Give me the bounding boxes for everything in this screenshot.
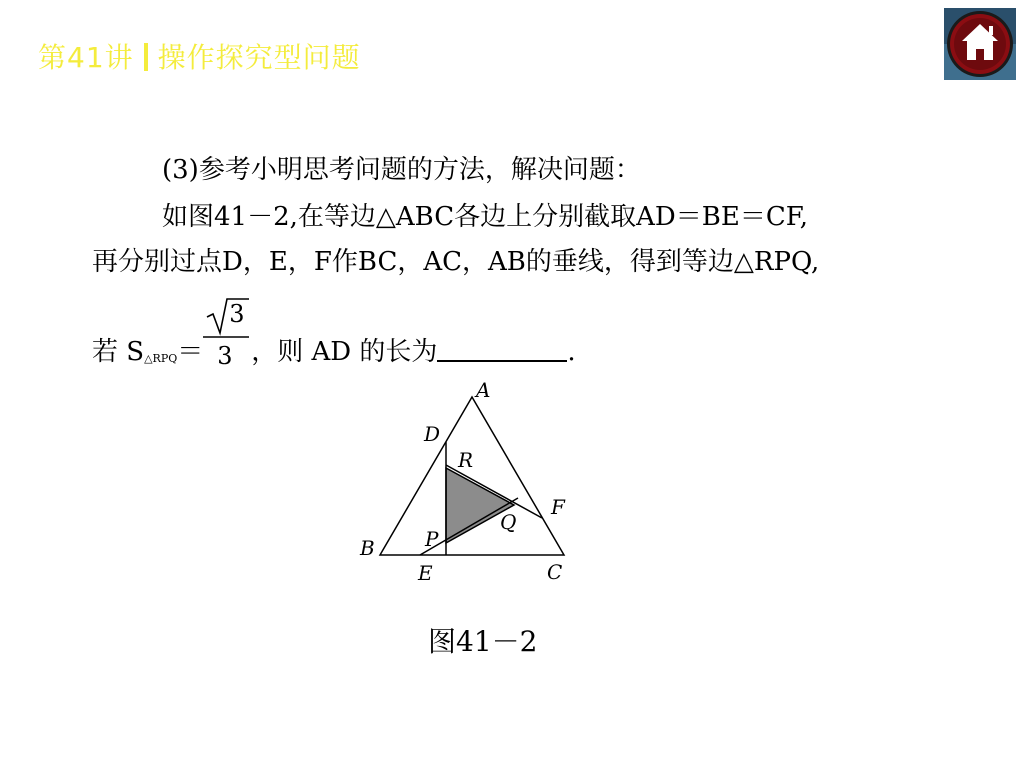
label-b: B bbox=[360, 536, 375, 560]
problem-line-4 bbox=[92, 300, 576, 379]
label-e: E bbox=[418, 561, 433, 585]
area-subscript: △RPQ bbox=[144, 352, 178, 365]
label-p: P bbox=[425, 527, 439, 551]
home-button[interactable] bbox=[944, 8, 1016, 80]
label-d: D bbox=[424, 422, 441, 446]
question-text: ，则 AD 的长为 bbox=[251, 337, 438, 367]
problem-line-3: 再分别过点D，E，F作BC，AC，AB的垂线，得到等边△RPQ, bbox=[92, 247, 820, 277]
triangle-diagram bbox=[350, 375, 590, 595]
lesson-topic: 操作探究型问题 bbox=[157, 41, 361, 74]
home-icon bbox=[944, 8, 1016, 80]
equals-sign: ＝ bbox=[177, 337, 204, 367]
triangle-abc bbox=[380, 397, 564, 555]
label-r: R bbox=[458, 448, 474, 472]
problem-line-1: (3)参考小明思考问题的方法，解决问题： bbox=[162, 155, 641, 185]
label-f: F bbox=[551, 495, 565, 519]
fraction-denominator: 3 bbox=[217, 342, 233, 370]
page-title bbox=[38, 36, 361, 76]
answer-blank[interactable] bbox=[437, 338, 567, 362]
label-c: C bbox=[547, 560, 563, 584]
label-q: Q bbox=[500, 510, 517, 534]
figure-41-2 bbox=[350, 375, 590, 595]
period: . bbox=[567, 337, 576, 367]
label-a: A bbox=[476, 378, 491, 402]
fraction-numerator: 3 bbox=[229, 300, 245, 328]
condition-prefix: 若 S bbox=[92, 337, 145, 367]
figure-caption: 图41－2 bbox=[428, 625, 538, 658]
sqrt3-over-3-fraction bbox=[203, 297, 249, 379]
problem-line-2: 如图41－2,在等边△ABC各边上分别截取AD＝BE＝CF, bbox=[162, 202, 809, 232]
title-separator bbox=[144, 43, 148, 71]
lesson-number: 第41讲 bbox=[38, 41, 134, 74]
